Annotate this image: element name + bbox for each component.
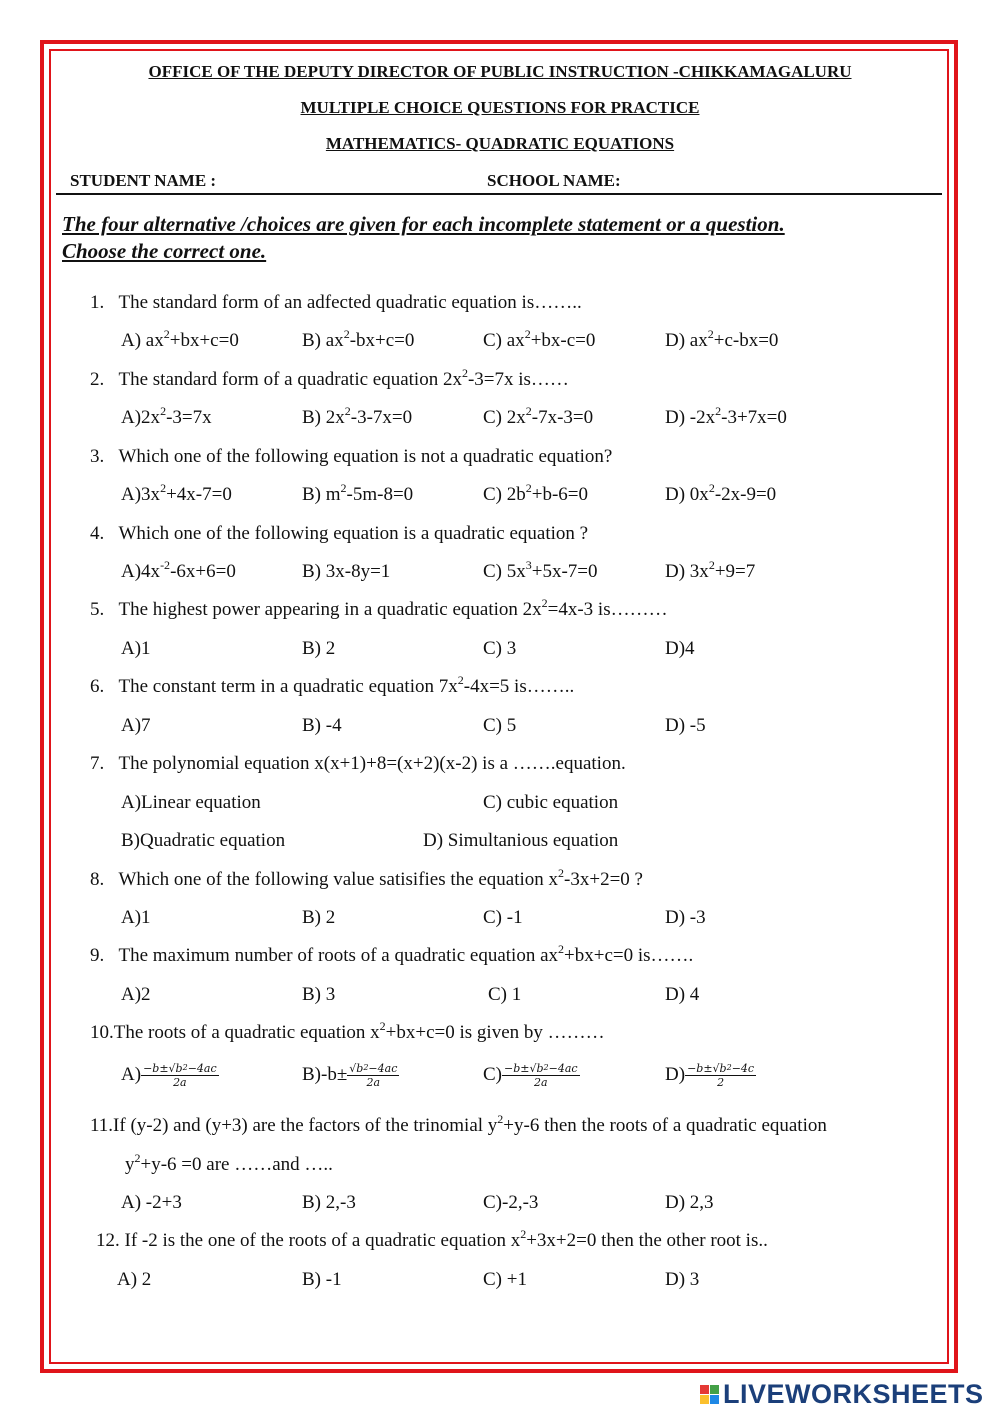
q10-option-b[interactable]: B)-b± $\frac{√b^2-4ac}{2a}$ bbox=[302, 1062, 398, 1089]
q3-option-d[interactable]: D) $0x^2-2x-9=0$ bbox=[665, 481, 777, 505]
q12-option-c[interactable]: C) +1 bbox=[483, 1269, 527, 1290]
logo-block-yellow bbox=[700, 1395, 709, 1404]
q10-option-a[interactable]: A) $\frac{-b\pm√b^2-4ac}{2a}$ bbox=[121, 1062, 217, 1089]
logo-block-blue bbox=[710, 1395, 719, 1404]
q4-option-c[interactable]: C) $5x^3+5x-7=0$ bbox=[483, 558, 598, 582]
liveworksheets-logo[interactable] bbox=[700, 1378, 984, 1410]
q1-option-d[interactable]: D) $ax^2+c-bx=0$ bbox=[665, 327, 779, 351]
q8-option-a[interactable]: A)1 bbox=[121, 907, 151, 928]
q7-option-c[interactable]: C) cubic equation bbox=[483, 792, 619, 813]
q7-option-d[interactable]: D) Simultanious equation bbox=[423, 830, 619, 851]
q8-option-d[interactable]: D) -3 bbox=[665, 907, 706, 928]
question-10: 10.The roots of a quadratic equation $x^2+bx+c=0$ is given by ……… bbox=[90, 1019, 605, 1043]
subject-heading: MATHEMATICS- QUADRATIC EQUATIONS bbox=[325, 134, 675, 153]
q2-option-c[interactable]: C) $2x^2-7x-3=0$ bbox=[483, 404, 594, 428]
q5-option-d[interactable]: D)4 bbox=[665, 638, 695, 659]
q10-a-fraction: $\frac{-b\pm√b^2-4ac}{2a}$ bbox=[143, 1062, 217, 1089]
q3-option-b[interactable]: B) $m^2-5m-8=0$ bbox=[302, 481, 414, 505]
q7-option-b[interactable]: B)Quadratic equation bbox=[121, 830, 286, 851]
instruction-line-1: The four alternative /choices are given for each incomplete statement or a question. bbox=[62, 212, 785, 236]
q10-d-fraction: $\frac{-b\pm√b^2-4c}{2}$ bbox=[687, 1062, 755, 1089]
q11-option-b[interactable]: B) 2,-3 bbox=[302, 1192, 356, 1213]
q6-option-d[interactable]: D) -5 bbox=[665, 715, 706, 736]
q2-option-d[interactable]: D) $-2x^2-3+7x=0$ bbox=[665, 404, 787, 428]
header-divider bbox=[56, 193, 942, 195]
q8-option-b[interactable]: B) 2 bbox=[302, 907, 336, 928]
question-7: 7. The polynomial equation x(x+1)+8=(x+2)(x-2) is a …….equation. bbox=[90, 753, 626, 774]
logo-block-red bbox=[700, 1385, 709, 1394]
q11-option-c[interactable]: C)-2,-3 bbox=[483, 1192, 539, 1213]
q6-option-b[interactable]: B) -4 bbox=[302, 715, 342, 736]
q4-option-a[interactable]: $A)4x^{-2}-6x+6=0$ bbox=[121, 558, 236, 582]
question-11-continued: $y^2+y-6 =0$ are ……and ….. bbox=[125, 1151, 333, 1175]
q3-option-a[interactable]: $A)3x^2+4x-7=0$ bbox=[121, 481, 232, 505]
q12-option-b[interactable]: B) -1 bbox=[302, 1269, 342, 1290]
q2-option-b[interactable]: B) $2x^2-3-7x=0$ bbox=[302, 404, 413, 428]
office-heading: OFFICE OF THE DEPUTY DIRECTOR OF PUBLIC INSTRUCTION -CHIKKAMAGALURU bbox=[148, 62, 852, 81]
q5-option-a[interactable]: A)1 bbox=[121, 638, 151, 659]
worksheet-title: MULTIPLE CHOICE QUESTIONS FOR PRACTICE bbox=[300, 98, 700, 117]
q3-option-c[interactable]: C) $2b^2+b-6=0$ bbox=[483, 481, 589, 505]
q5-option-c[interactable]: C) 3 bbox=[483, 638, 517, 659]
q10-option-d[interactable]: D) $\frac{-b\pm√b^2-4c}{2}$ bbox=[665, 1062, 755, 1089]
question-2: 2. The standard form of a quadratic equation $2x^2-3=7x$ is…… bbox=[90, 366, 569, 390]
q8-option-c[interactable]: C) -1 bbox=[483, 907, 523, 928]
q6-option-c[interactable]: C) 5 bbox=[483, 715, 517, 736]
q10-c-fraction: $\frac{-b\pm√b^2-4ac}{2a}$ bbox=[504, 1062, 578, 1089]
question-3: 3. Which one of the following equation is not a quadratic equation? bbox=[90, 446, 613, 467]
q9-option-c[interactable]: C) 1 bbox=[488, 984, 522, 1005]
student-name-label: STUDENT NAME : bbox=[70, 171, 217, 190]
question-5: 5. The highest power appearing in a quadratic equation $2x^2=4x-3$ is……… bbox=[90, 596, 668, 620]
question-1: 1. The standard form of an adfected quadratic equation is…….. bbox=[90, 292, 582, 313]
q10-b-fraction: $\frac{√b^2-4ac}{2a}$ bbox=[349, 1062, 398, 1089]
question-8: 8. Which one of the following value satisifies the equation $x^2-3x+2=0$ ? bbox=[90, 866, 643, 890]
q9-option-a[interactable]: A)2 bbox=[121, 984, 151, 1005]
q10-option-c[interactable]: C) $\frac{-b\pm√b^2-4ac}{2a}$ bbox=[483, 1062, 578, 1089]
q1-option-a[interactable]: A) $ax^2+bx+c=0$ bbox=[121, 327, 239, 351]
q2-option-a[interactable]: $A)2x^2-3=7x$ bbox=[121, 404, 212, 428]
question-12: 12. If -2 is the one of the roots of a quadratic equation $x^2+3x+2=0$ then the other root is.. bbox=[96, 1227, 768, 1251]
school-name-label: SCHOOL NAME: bbox=[487, 171, 621, 190]
q9-option-d[interactable]: D) 4 bbox=[665, 984, 700, 1005]
question-11: 11.If (y-2) and (y+3) are the factors of the trinomial $y^2+y-6$ then the roots of a quadratic equation bbox=[90, 1112, 827, 1136]
q11-option-a[interactable]: A) -2+3 bbox=[121, 1192, 182, 1213]
logo-block-green bbox=[710, 1385, 719, 1394]
question-6: 6. The constant term in a quadratic equation $7x^2-4x=5$ is…….. bbox=[90, 673, 575, 697]
q4-option-b[interactable]: B) 3x-8y=1 bbox=[302, 561, 391, 582]
q4-option-d[interactable]: D) $3x^2+9=7$ bbox=[665, 558, 756, 582]
question-4: 4. Which one of the following equation is a quadratic equation ? bbox=[90, 523, 589, 544]
q11-option-d[interactable]: D) 2,3 bbox=[665, 1192, 714, 1213]
q12-option-a[interactable]: A) 2 bbox=[117, 1269, 152, 1290]
q7-option-a[interactable]: A)Linear equation bbox=[121, 792, 261, 813]
instruction-line-2: Choose the correct one. bbox=[62, 239, 267, 263]
q1-option-b[interactable]: B) $ax^2-bx+c=0$ bbox=[302, 327, 415, 351]
question-9: 9. The maximum number of roots of a quadratic equation $ax^2+bx+c=0$ is……. bbox=[90, 942, 694, 966]
q9-option-b[interactable]: B) 3 bbox=[302, 984, 336, 1005]
logo-blocks-icon bbox=[700, 1385, 719, 1404]
q1-option-c[interactable]: C) $ax^2+bx-c=0$ bbox=[483, 327, 596, 351]
q5-option-b[interactable]: B) 2 bbox=[302, 638, 336, 659]
q12-option-d[interactable]: D) 3 bbox=[665, 1269, 700, 1290]
logo-text: LIVEWORKSHEETS bbox=[723, 1378, 984, 1409]
q6-option-a[interactable]: A)7 bbox=[121, 715, 151, 736]
